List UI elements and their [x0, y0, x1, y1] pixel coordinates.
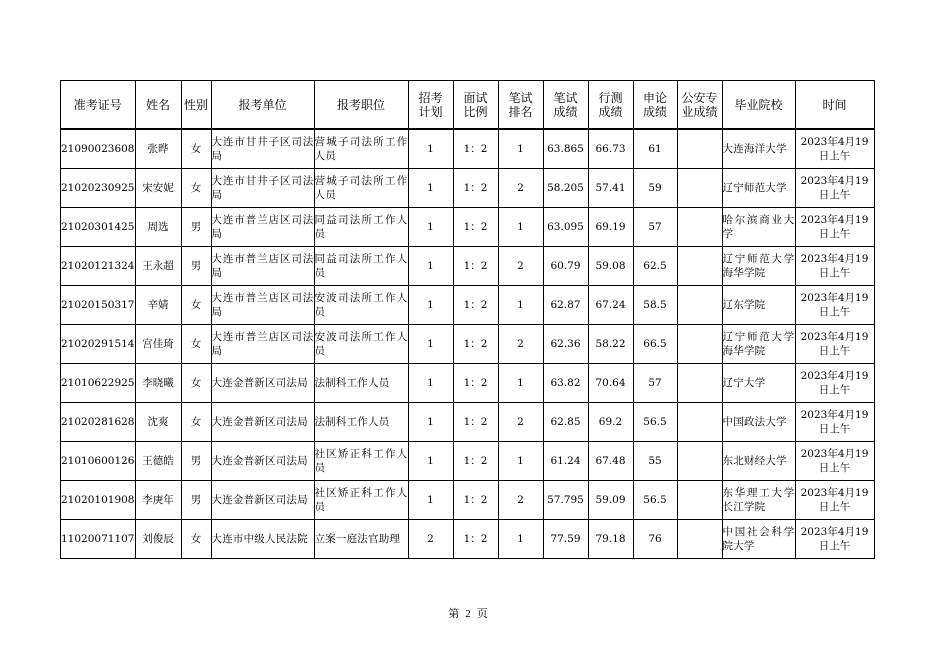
- cell-police-score: [677, 403, 722, 442]
- cell-written-rank: 1: [498, 442, 543, 481]
- header-essay-score: 申论 成绩: [633, 81, 677, 130]
- cell-recruit-plan: 1: [408, 442, 453, 481]
- cell-exam-id: 21020230925: [61, 169, 136, 208]
- cell-police-score: [677, 520, 722, 559]
- cell-applied-unit: 大连金普新区司法局: [211, 442, 314, 481]
- cell-aptitude-score: 59.08: [588, 247, 633, 286]
- cell-written-score: 62.85: [543, 403, 588, 442]
- cell-police-score: [677, 169, 722, 208]
- cell-graduated-school: 辽宁大学: [722, 364, 795, 403]
- cell-gender: 女: [181, 364, 211, 403]
- header-applied-position: 报考职位: [314, 81, 408, 130]
- header-gender: 性别: [181, 81, 211, 130]
- cell-aptitude-score: 58.22: [588, 325, 633, 364]
- cell-written-rank: 2: [498, 325, 543, 364]
- cell-interview-time: 2023年4月19日上午: [795, 169, 874, 208]
- header-graduated-school: 毕业院校: [722, 81, 795, 130]
- cell-written-score: 63.82: [543, 364, 588, 403]
- cell-aptitude-score: 69.19: [588, 208, 633, 247]
- table-row: [61, 325, 875, 364]
- cell-graduated-school: 哈尔滨商业大学: [722, 208, 795, 247]
- cell-recruit-plan: 1: [408, 481, 453, 520]
- cell-applied-unit: 大连市普兰店区司法局: [211, 286, 314, 325]
- cell-exam-id: 21020150317: [61, 286, 136, 325]
- cell-recruit-plan: 1: [408, 208, 453, 247]
- cell-interview-time: 2023年4月19日上午: [795, 286, 874, 325]
- cell-applied-unit: 大连市普兰店区司法局: [211, 208, 314, 247]
- cell-name: 宫佳琦: [135, 325, 181, 364]
- cell-written-rank: 1: [498, 129, 543, 169]
- cell-police-score: [677, 442, 722, 481]
- cell-applied-position: 营城子司法所工作人员: [314, 169, 408, 208]
- cell-written-score: 63.865: [543, 129, 588, 169]
- cell-applied-position: 社区矫正科工作人员: [314, 481, 408, 520]
- cell-exam-id: 21010622925: [61, 364, 136, 403]
- cell-interview-ratio: 1：2: [453, 247, 498, 286]
- cell-police-score: [677, 286, 722, 325]
- cell-written-rank: 2: [498, 403, 543, 442]
- cell-essay-score: 66.5: [633, 325, 677, 364]
- header-police-score: 公安专 业成绩: [677, 81, 722, 130]
- cell-aptitude-score: 70.64: [588, 364, 633, 403]
- header-written-score: 笔试 成绩: [543, 81, 588, 130]
- cell-police-score: [677, 325, 722, 364]
- cell-aptitude-score: 57.41: [588, 169, 633, 208]
- cell-graduated-school: 辽宁师范大学海华学院: [722, 247, 795, 286]
- cell-recruit-plan: 2: [408, 520, 453, 559]
- cell-aptitude-score: 67.48: [588, 442, 633, 481]
- cell-written-rank: 1: [498, 364, 543, 403]
- cell-written-score: 63.095: [543, 208, 588, 247]
- cell-written-score: 62.36: [543, 325, 588, 364]
- table-row: [61, 247, 875, 286]
- cell-applied-position: 社区矫正科工作人员: [314, 442, 408, 481]
- cell-recruit-plan: 1: [408, 286, 453, 325]
- cell-exam-id: 21020121324: [61, 247, 136, 286]
- cell-aptitude-score: 69.2: [588, 403, 633, 442]
- header-name: 姓名: [135, 81, 181, 130]
- cell-gender: 女: [181, 403, 211, 442]
- cell-applied-unit: 大连金普新区司法局: [211, 481, 314, 520]
- table-row: [61, 442, 875, 481]
- cell-recruit-plan: 1: [408, 325, 453, 364]
- cell-essay-score: 58.5: [633, 286, 677, 325]
- cell-name: 王德皓: [135, 442, 181, 481]
- cell-gender: 女: [181, 520, 211, 559]
- cell-written-rank: 2: [498, 481, 543, 520]
- cell-essay-score: 57: [633, 208, 677, 247]
- cell-applied-position: 同益司法所工作人员: [314, 247, 408, 286]
- cell-applied-unit: 大连金普新区司法局: [211, 403, 314, 442]
- header-interview-ratio: 面试 比例: [453, 81, 498, 130]
- cell-essay-score: 56.5: [633, 403, 677, 442]
- cell-essay-score: 76: [633, 520, 677, 559]
- cell-graduated-school: 东北财经大学: [722, 442, 795, 481]
- cell-interview-time: 2023年4月19日上午: [795, 129, 874, 169]
- cell-gender: 女: [181, 169, 211, 208]
- cell-name: 宋安妮: [135, 169, 181, 208]
- cell-applied-position: 安波司法所工作人员: [314, 325, 408, 364]
- cell-gender: 男: [181, 442, 211, 481]
- cell-name: 李庚年: [135, 481, 181, 520]
- header-aptitude-score: 行测 成绩: [588, 81, 633, 130]
- cell-police-score: [677, 247, 722, 286]
- cell-graduated-school: 辽宁师范大学海华学院: [722, 325, 795, 364]
- cell-written-rank: 1: [498, 520, 543, 559]
- table-row: [61, 208, 875, 247]
- page-number: [0, 605, 936, 621]
- cell-interview-ratio: 1：2: [453, 286, 498, 325]
- cell-gender: 女: [181, 129, 211, 169]
- cell-police-score: [677, 129, 722, 169]
- cell-gender: 女: [181, 286, 211, 325]
- cell-recruit-plan: 1: [408, 364, 453, 403]
- cell-exam-id: 21010600126: [61, 442, 136, 481]
- cell-interview-time: 2023年4月19日上午: [795, 247, 874, 286]
- cell-interview-time: 2023年4月19日上午: [795, 403, 874, 442]
- cell-name: 辛婧: [135, 286, 181, 325]
- cell-interview-ratio: 1：2: [453, 208, 498, 247]
- cell-graduated-school: 大连海洋大学: [722, 129, 795, 169]
- cell-written-score: 58.205: [543, 169, 588, 208]
- cell-applied-unit: 大连市甘井子区司法局: [211, 129, 314, 169]
- header-exam-id: 准考证号: [61, 81, 136, 130]
- results-table: [60, 80, 875, 559]
- table-row: [61, 481, 875, 520]
- cell-interview-ratio: 1：2: [453, 520, 498, 559]
- cell-name: 王永超: [135, 247, 181, 286]
- table-header-row: [61, 81, 875, 130]
- cell-exam-id: 21020301425: [61, 208, 136, 247]
- cell-interview-ratio: 1：2: [453, 364, 498, 403]
- cell-written-score: 57.795: [543, 481, 588, 520]
- cell-exam-id: 21020291514: [61, 325, 136, 364]
- cell-exam-id: 21020281628: [61, 403, 136, 442]
- table-row: [61, 520, 875, 559]
- table-row: [61, 169, 875, 208]
- cell-recruit-plan: 1: [408, 129, 453, 169]
- cell-gender: 男: [181, 481, 211, 520]
- cell-interview-ratio: 1：2: [453, 169, 498, 208]
- cell-recruit-plan: 1: [408, 169, 453, 208]
- table-row: [61, 364, 875, 403]
- cell-written-rank: 1: [498, 286, 543, 325]
- cell-interview-time: 2023年4月19日上午: [795, 325, 874, 364]
- cell-gender: 男: [181, 208, 211, 247]
- cell-essay-score: 62.5: [633, 247, 677, 286]
- cell-interview-time: 2023年4月19日上午: [795, 481, 874, 520]
- table-row: [61, 286, 875, 325]
- table-row: [61, 129, 875, 169]
- cell-interview-ratio: 1：2: [453, 481, 498, 520]
- cell-aptitude-score: 79.18: [588, 520, 633, 559]
- cell-written-rank: 2: [498, 169, 543, 208]
- page-prefix: 第: [448, 608, 460, 620]
- cell-written-score: 60.79: [543, 247, 588, 286]
- cell-written-score: 61.24: [543, 442, 588, 481]
- cell-applied-unit: 大连金普新区司法局: [211, 364, 314, 403]
- cell-written-rank: 2: [498, 247, 543, 286]
- header-recruit-plan: 招考 计划: [408, 81, 453, 130]
- cell-essay-score: 57: [633, 364, 677, 403]
- cell-gender: 女: [181, 325, 211, 364]
- cell-interview-time: 2023年4月19日上午: [795, 364, 874, 403]
- cell-name: 刘俊辰: [135, 520, 181, 559]
- cell-graduated-school: 中国政法大学: [722, 403, 795, 442]
- cell-applied-unit: 大连市甘井子区司法局: [211, 169, 314, 208]
- cell-applied-position: 法制科工作人员: [314, 364, 408, 403]
- cell-applied-position: 立案一庭法官助理: [314, 520, 408, 559]
- cell-exam-id: 21090023608: [61, 129, 136, 169]
- page-number-value: 2: [465, 608, 471, 620]
- cell-essay-score: 56.5: [633, 481, 677, 520]
- cell-interview-time: 2023年4月19日上午: [795, 208, 874, 247]
- cell-applied-unit: 大连市普兰店区司法局: [211, 247, 314, 286]
- cell-exam-id: 11020071107: [61, 520, 136, 559]
- cell-name: 张晔: [135, 129, 181, 169]
- header-applied-unit: 报考单位: [211, 81, 314, 130]
- cell-name: 周选: [135, 208, 181, 247]
- header-written-rank: 笔试 排名: [498, 81, 543, 130]
- cell-applied-position: 同益司法所工作人员: [314, 208, 408, 247]
- cell-graduated-school: 辽宁师范大学: [722, 169, 795, 208]
- cell-aptitude-score: 66.73: [588, 129, 633, 169]
- cell-police-score: [677, 364, 722, 403]
- cell-aptitude-score: 59.09: [588, 481, 633, 520]
- cell-police-score: [677, 481, 722, 520]
- cell-written-score: 77.59: [543, 520, 588, 559]
- cell-applied-position: 法制科工作人员: [314, 403, 408, 442]
- cell-graduated-school: 辽东学院: [722, 286, 795, 325]
- cell-police-score: [677, 208, 722, 247]
- cell-written-score: 62.87: [543, 286, 588, 325]
- cell-essay-score: 59: [633, 169, 677, 208]
- cell-essay-score: 55: [633, 442, 677, 481]
- cell-gender: 男: [181, 247, 211, 286]
- cell-aptitude-score: 67.24: [588, 286, 633, 325]
- header-interview-time: 时间: [795, 81, 874, 130]
- cell-exam-id: 21020101908: [61, 481, 136, 520]
- cell-graduated-school: 东华理工大学长江学院: [722, 481, 795, 520]
- cell-name: 沈爽: [135, 403, 181, 442]
- cell-graduated-school: 中国社会科学院大学: [722, 520, 795, 559]
- cell-applied-position: 安波司法所工作人员: [314, 286, 408, 325]
- cell-essay-score: 61: [633, 129, 677, 169]
- cell-applied-position: 营城子司法所工作人员: [314, 129, 408, 169]
- cell-interview-time: 2023年4月19日上午: [795, 520, 874, 559]
- page-suffix: 页: [476, 608, 488, 620]
- cell-interview-ratio: 1：2: [453, 129, 498, 169]
- cell-applied-unit: 大连市普兰店区司法局: [211, 325, 314, 364]
- cell-recruit-plan: 1: [408, 247, 453, 286]
- cell-written-rank: 1: [498, 208, 543, 247]
- cell-interview-ratio: 1：2: [453, 442, 498, 481]
- cell-interview-ratio: 1：2: [453, 403, 498, 442]
- cell-name: 李晓曦: [135, 364, 181, 403]
- cell-interview-ratio: 1：2: [453, 325, 498, 364]
- cell-applied-unit: 大连市中级人民法院: [211, 520, 314, 559]
- table-row: [61, 403, 875, 442]
- cell-interview-time: 2023年4月19日上午: [795, 442, 874, 481]
- cell-recruit-plan: 1: [408, 403, 453, 442]
